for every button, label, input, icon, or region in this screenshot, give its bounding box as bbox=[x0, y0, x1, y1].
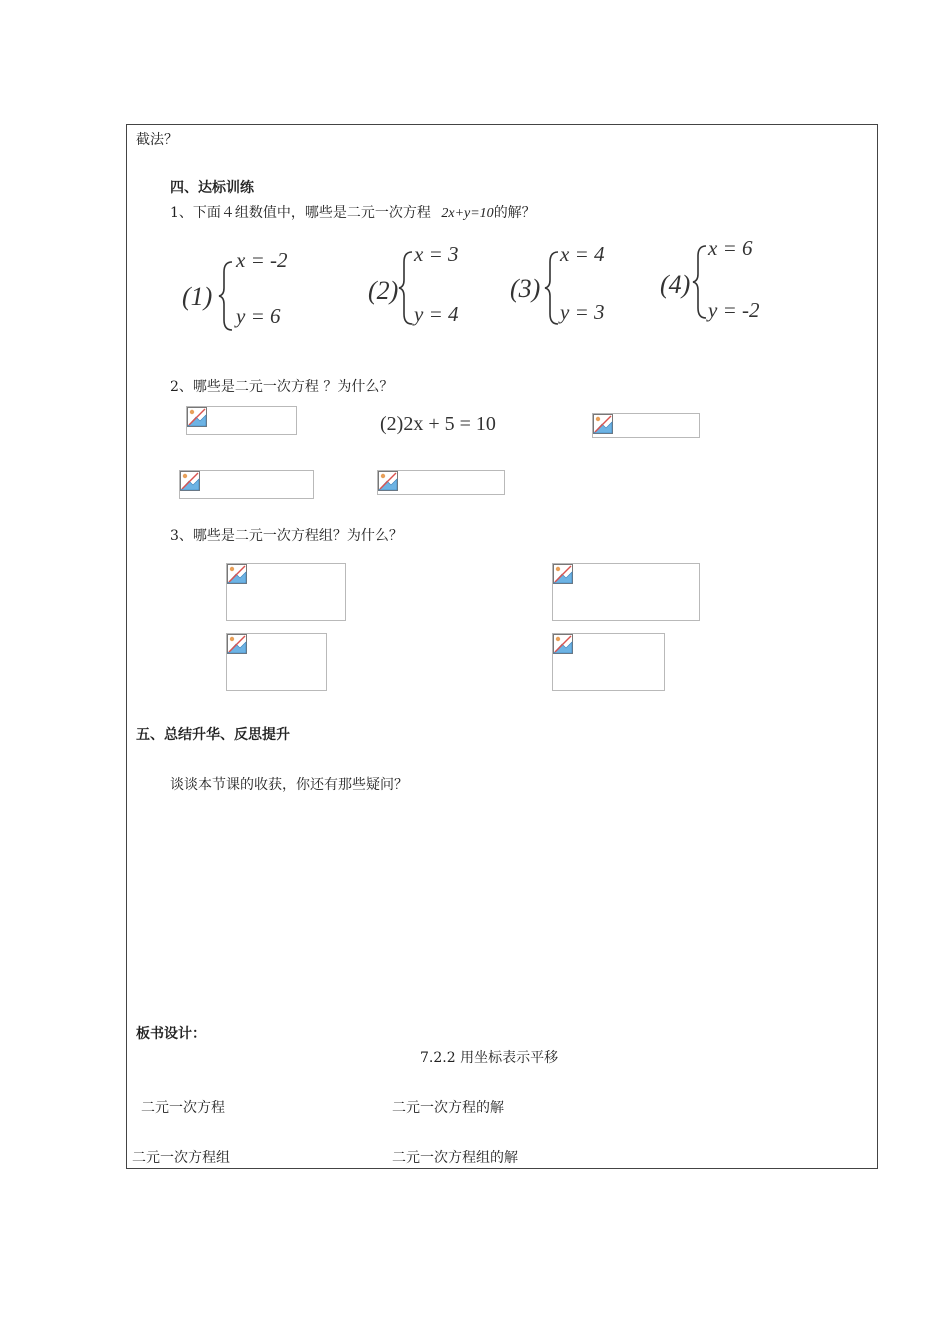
system-image bbox=[552, 563, 700, 621]
broken-image-icon bbox=[227, 634, 247, 654]
equation-image bbox=[179, 470, 314, 499]
broken-image-icon bbox=[187, 407, 207, 427]
section-5-heading: 五、总结升华、反思提升 bbox=[136, 727, 290, 743]
system-label: (4) bbox=[660, 270, 691, 299]
board-row1-left: 二元一次方程 bbox=[141, 1100, 225, 1116]
system-x-equation: x = 4 bbox=[560, 242, 605, 266]
system-image bbox=[552, 633, 665, 691]
system-x-equation: x = 3 bbox=[414, 242, 459, 266]
question-1 bbox=[170, 204, 536, 223]
equation-image bbox=[592, 413, 700, 438]
board-row2-left: 二元一次方程组 bbox=[132, 1150, 230, 1166]
question-2: 2、哪些是二元一次方程 ？为什么？ bbox=[170, 379, 394, 395]
broken-image-icon bbox=[227, 564, 247, 584]
question-1-equation: 2x+y=10 bbox=[441, 206, 494, 221]
system-image bbox=[226, 563, 346, 621]
system-y-equation: y = 6 bbox=[236, 304, 281, 328]
board-row1-right: 二元一次方程的解 bbox=[392, 1100, 504, 1116]
section-4-heading: 四、达标训练 bbox=[170, 180, 254, 196]
question-3: 3、哪些是二元一次方程组？为什么？ bbox=[170, 528, 403, 544]
brace-icon bbox=[218, 260, 236, 332]
reflection-prompt: 谈谈本节课的收获，你还有那些疑问？ bbox=[170, 777, 408, 793]
system-label: (2) bbox=[368, 276, 399, 305]
system-x-equation: x = 6 bbox=[708, 236, 753, 260]
broken-image-icon bbox=[180, 471, 200, 491]
question-2-equation: (2)2x + 5 = 10 bbox=[380, 413, 496, 435]
system-image bbox=[226, 633, 327, 691]
board-title: 7.2.2 用坐标表示平移 bbox=[420, 1050, 559, 1066]
broken-image-icon bbox=[593, 414, 613, 434]
broken-image-icon bbox=[378, 471, 398, 491]
equation-image bbox=[377, 470, 505, 495]
system-label: (3) bbox=[510, 274, 541, 303]
question-1-prefix: 1、下面４组数值中，哪些是二元一次方程 bbox=[170, 205, 431, 221]
system-y-equation: y = 4 bbox=[414, 302, 459, 326]
system-label: (1) bbox=[182, 282, 213, 311]
board-row2-right: 二元一次方程组的解 bbox=[392, 1150, 518, 1166]
equation-image bbox=[186, 406, 297, 435]
board-heading: 板书设计： bbox=[136, 1026, 206, 1042]
system-y-equation: y = 3 bbox=[560, 300, 605, 324]
broken-image-icon bbox=[553, 564, 573, 584]
system-y-equation: y = -2 bbox=[708, 298, 760, 322]
system-x-equation: x = -2 bbox=[236, 248, 288, 272]
question-1-suffix: 的解？ bbox=[493, 205, 536, 221]
broken-image-icon bbox=[553, 634, 573, 654]
top-text: 截法？ bbox=[136, 132, 178, 148]
